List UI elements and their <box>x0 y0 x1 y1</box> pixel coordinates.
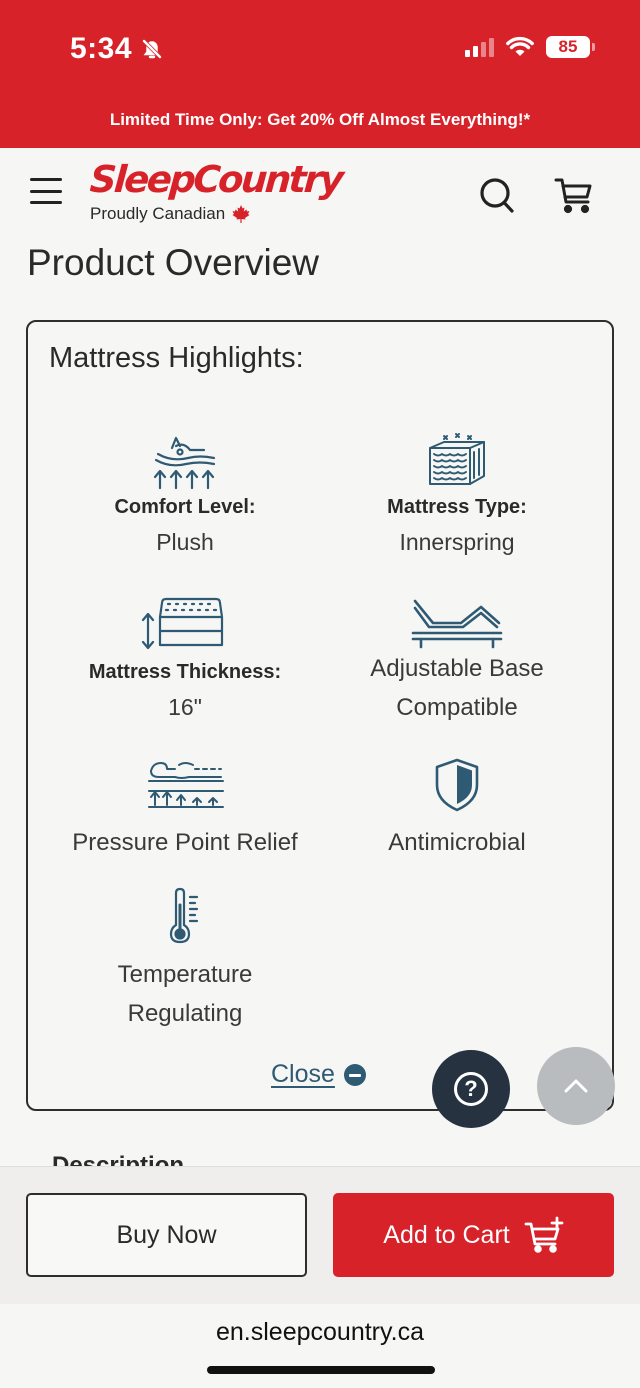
status-indicators <box>465 36 590 58</box>
add-to-cart-label: Add to Cart <box>383 1220 510 1249</box>
wifi-icon <box>506 36 534 58</box>
cart-icon[interactable] <box>554 176 594 216</box>
sleep-country-logo[interactable] <box>88 158 343 230</box>
maple-leaf-icon <box>231 204 251 224</box>
pressure-relief-icon <box>145 757 225 813</box>
status-time-text: 5:34 <box>70 32 133 65</box>
mattress-type-value: Innerspring <box>399 529 515 555</box>
temperature-line2: Regulating <box>127 1000 243 1027</box>
mattress-thickness-icon <box>140 595 230 651</box>
status-time <box>70 32 164 66</box>
mattress-type-label: Mattress Type: <box>387 496 527 518</box>
add-to-cart-icon <box>524 1216 564 1254</box>
mattress-thickness-label: Mattress Thickness: <box>88 661 282 683</box>
highlight-antimicrobial <box>317 757 597 862</box>
logo-tagline-text: Proudly Canadian <box>90 204 226 223</box>
question-mark-icon: ? <box>454 1072 488 1106</box>
close-highlights-label: Close <box>271 1060 335 1088</box>
battery-icon <box>546 36 590 58</box>
highlight-adjustable-base <box>317 595 597 727</box>
highlight-comfort-level <box>45 432 325 556</box>
menu-icon[interactable] <box>30 178 62 204</box>
antimicrobial-label: Antimicrobial <box>388 829 526 856</box>
cellular-signal-icon <box>465 37 494 57</box>
buy-now-button[interactable] <box>26 1193 307 1277</box>
highlight-mattress-thickness <box>45 595 325 721</box>
logo-tagline <box>90 204 320 224</box>
mattress-highlights-card <box>26 320 614 1111</box>
mattress-thickness-value: 16" <box>168 694 202 720</box>
product-action-bar <box>0 1166 640 1304</box>
bell-muted-icon <box>140 37 164 61</box>
adjustable-base-icon <box>409 595 505 651</box>
close-highlights-button[interactable] <box>271 1060 366 1089</box>
pressure-relief-label: Pressure Point Relief <box>72 829 298 856</box>
adjustable-base-line2: Compatible <box>396 694 518 721</box>
search-icon[interactable] <box>478 176 516 216</box>
highlight-pressure-relief <box>45 757 325 862</box>
temperature-line1: Temperature <box>117 961 253 988</box>
adjustable-base-line1: Adjustable Base <box>370 655 544 682</box>
promo-banner-text[interactable]: Limited Time Only: Get 20% Off Almost Everything!* <box>109 110 531 129</box>
chevron-up-icon <box>563 1078 589 1094</box>
thermometer-icon <box>168 887 202 945</box>
highlight-mattress-type <box>317 432 597 556</box>
comfort-level-label: Comfort Level: <box>114 496 256 518</box>
help-button[interactable] <box>432 1050 510 1128</box>
scroll-to-top-button[interactable] <box>537 1047 615 1125</box>
battery-level: 85 <box>558 37 578 56</box>
highlights-title: Mattress Highlights: <box>49 342 304 374</box>
shield-icon <box>433 757 481 813</box>
top-banner <box>0 0 640 148</box>
add-to-cart-button[interactable] <box>333 1193 614 1277</box>
innerspring-icon <box>424 432 490 490</box>
url-text[interactable]: en.sleepcountry.ca <box>216 1318 424 1346</box>
logo-wordmark: SleepCountry <box>88 158 343 201</box>
minus-circle-icon <box>344 1064 366 1086</box>
browser-url-bar <box>0 1304 640 1388</box>
buy-now-label: Buy Now <box>116 1220 217 1249</box>
highlight-temperature <box>45 887 325 1033</box>
page-title: Product Overview <box>27 242 319 283</box>
comfort-level-icon <box>150 432 220 490</box>
home-indicator[interactable] <box>207 1366 435 1374</box>
comfort-level-value: Plush <box>156 529 214 555</box>
